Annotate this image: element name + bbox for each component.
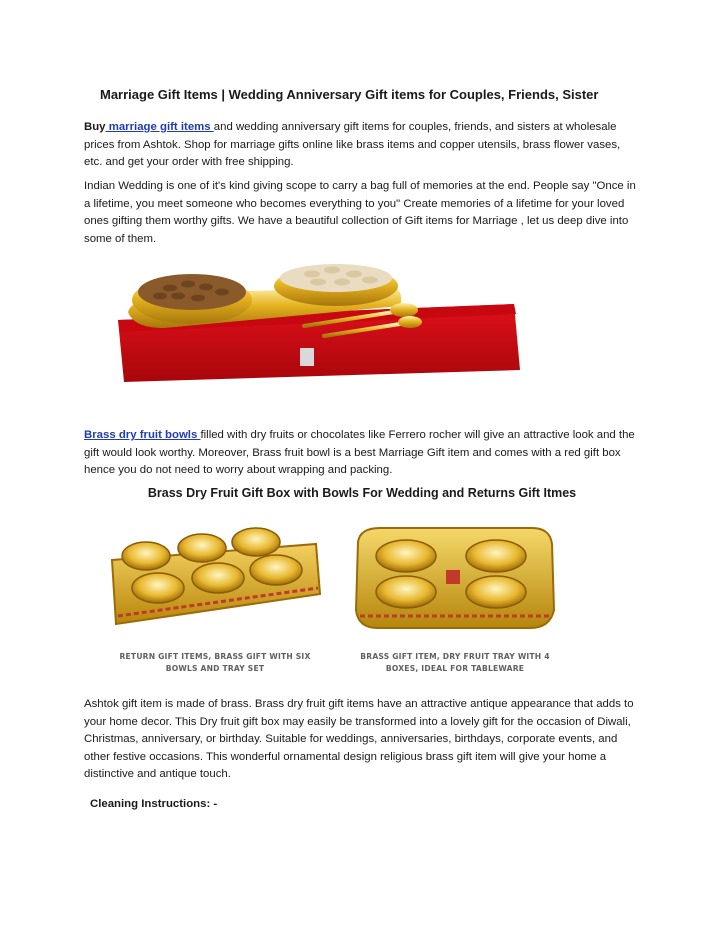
intro-text: and wedding anniversary gift items for couples, friends, and sisters at wholesale prices from Ashtok. Shop for marriage gifts online like brass items and copper utensils, brass flower vases, etc. and get your order with free shipping. [84,121,621,169]
brass-dry-fruit-gift-box-image [104,262,524,384]
four-boxes-tray-image [350,520,558,632]
intro-paragraph [84,119,640,172]
ashtok-brass-paragraph: Ashtok gift item is made of brass. Brass dry fruit gift items have an attractive antique appearance that adds to your home decor. This Dry fruit gift box may easily be transformed into a lovely gift for the occasion of Diwali, Christmas, anniversary, or birthday. Suitable for weddings, anniversaries, birthdays, corporate events, and other festive occasions. This wonderful ornamental design religious brass gift item will give your home a distinctive and antique touch. [84,698,634,781]
product-caption-2 [344,651,566,675]
product-caption-1 [104,651,326,675]
marriage-gift-items-link[interactable]: marriage gift items [105,121,214,133]
tray-center-badge [446,570,460,584]
brass-dry-fruit-bowls-link[interactable]: Brass dry fruit bowls [84,429,201,441]
page-title: Marriage Gift Items | Wedding Anniversary Gift items for Couples, Friends, Sister [100,87,599,102]
section-heading: Brass Dry Fruit Gift Box with Bowls For Wedding and Returns Gift Itmes [147,486,577,500]
intro-prefix: Buy [84,121,106,133]
brass-bowls-text: filled with dry fruits or chocolates like Ferrero rocher will give an attractive look and the gift would look worthy. Moreover, Brass fruit bowl is a best Marriage Gift item and comes with a red gift box hence you do not need to worry about wrapping and packing. [84,429,635,477]
product-caption-2-line2: BOXES, IDEAL FOR TABLEWARE [385,664,525,673]
box-clasp [300,348,314,366]
indian-wedding-paragraph: Indian Wedding is one of it's kind giving scope to carry a bag full of memories at the end. People say "Once in a lifetime, you meet someone who becomes everything to you" Create memories of a lifetime for your loved ones gifting them worthy gifts. We have a beautiful collection of Gift items for Marriage , let us deep dive into some of them. [84,180,636,245]
product-caption-1-line2: BOWLS AND TRAY SET [165,664,265,673]
product-caption-1-line1: RETURN GIFT ITEMS, BRASS GIFT WITH SIX [119,652,311,661]
brass-bowls-paragraph [84,427,640,480]
product-caption-2-line1: BRASS GIFT ITEM, DRY FRUIT TRAY WITH 4 [360,652,550,661]
cleaning-instructions-heading: Cleaning Instructions: - [90,798,218,810]
six-bowls-tray-image [106,520,326,632]
